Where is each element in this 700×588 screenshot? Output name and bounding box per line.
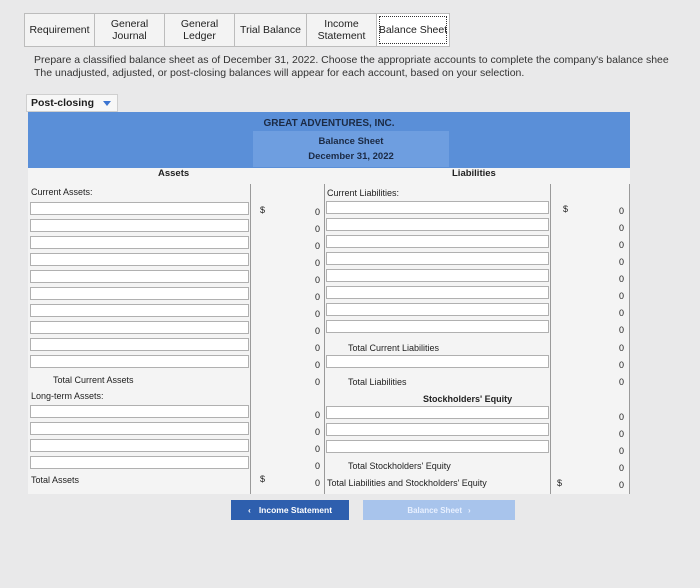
column-header-row (28, 168, 630, 185)
prev-button-label: Income Statement (258, 505, 333, 515)
asset-value: 0 (314, 309, 320, 319)
instructions-line-1: Prepare a classified balance sheet as of December 31, 2022. Choose the appropriate accounts to complete the company's balance shee (34, 54, 669, 66)
chevron-right-icon: › (468, 505, 471, 515)
total-liabilities-label: Total Liabilities (348, 377, 407, 387)
sheet-title: Balance Sheet (318, 136, 384, 147)
equity-account-select[interactable] (326, 423, 549, 436)
liability-account-select[interactable] (326, 303, 549, 316)
liability-value: 0 (618, 240, 624, 250)
long-term-asset-value: 0 (314, 444, 320, 454)
liability-account-select[interactable] (326, 235, 549, 248)
divider (550, 184, 551, 494)
equity-value: 0 (618, 446, 624, 456)
asset-account-select[interactable] (30, 321, 249, 334)
long-term-account-select[interactable] (30, 405, 249, 418)
next-button-label: Balance Sheet (407, 505, 463, 515)
dollar-sign: $ (260, 474, 266, 484)
divider (324, 184, 325, 494)
liability-account-select[interactable] (326, 355, 549, 368)
liability-value: 0 (618, 257, 624, 267)
company-name: GREAT ADVENTURES, INC. (263, 118, 395, 129)
liability-account-select[interactable] (326, 286, 549, 299)
total-liabilities-value: 0 (618, 377, 624, 387)
total-stockholders-equity-label: Total Stockholders' Equity (348, 461, 451, 471)
liability-value: 0 (618, 291, 624, 301)
liability-account-select[interactable] (326, 201, 549, 214)
asset-value: 0 (314, 326, 320, 336)
liability-value: 0 (618, 325, 624, 335)
current-liabilities-label: Current Liabilities: (327, 188, 400, 198)
asset-value: 0 (314, 207, 320, 217)
long-term-account-select[interactable] (30, 422, 249, 435)
liability-value: 0 (618, 308, 624, 318)
total-current-liabilities-value: 0 (618, 343, 624, 353)
total-liab-and-se-value: 0 (618, 480, 624, 490)
total-liabilities-and-se-label: Total Liabilities and Stockholders' Equity (327, 478, 487, 488)
long-term-asset-value: 0 (314, 410, 320, 420)
asset-value: 0 (314, 360, 320, 370)
tab-trial-balance[interactable]: Trial Balance (234, 13, 306, 47)
dollar-sign: $ (260, 205, 266, 215)
balance-type-select[interactable] (26, 94, 118, 112)
total-current-assets-label: Total Current Assets (53, 375, 134, 385)
asset-account-select[interactable] (30, 253, 249, 266)
total-assets-value: 0 (314, 478, 320, 488)
long-term-account-select[interactable] (30, 439, 249, 452)
asset-value: 0 (314, 258, 320, 268)
header-title-block (253, 131, 449, 167)
asset-account-select[interactable] (30, 338, 249, 351)
assets-header: Assets (158, 168, 190, 179)
tab-balance-sheet[interactable]: Balance Sheet (376, 13, 450, 47)
liability-account-select[interactable] (326, 252, 549, 265)
sheet-date: December 31, 2022 (308, 151, 394, 162)
asset-value: 0 (314, 241, 320, 251)
divider (629, 184, 630, 494)
asset-value: 0 (314, 292, 320, 302)
asset-account-select[interactable] (30, 236, 249, 249)
equity-value: 0 (618, 412, 624, 422)
total-assets-label: Total Assets (31, 475, 80, 485)
long-term-asset-value: 0 (314, 427, 320, 437)
asset-value: 0 (314, 275, 320, 285)
current-assets-label: Current Assets: (31, 187, 93, 197)
chevron-down-icon (103, 101, 111, 106)
total-current-assets-value: 0 (314, 377, 320, 387)
tab-general-ledger[interactable]: General Ledger (164, 13, 234, 47)
stockholders-equity-header: Stockholders' Equity (423, 394, 513, 404)
prev-button[interactable] (231, 500, 349, 520)
asset-value: 0 (314, 343, 320, 353)
liability-account-select[interactable] (326, 218, 549, 231)
asset-account-select[interactable] (30, 304, 249, 317)
asset-account-select[interactable] (30, 219, 249, 232)
long-term-assets-label: Long-term Assets: (31, 391, 104, 401)
asset-account-select[interactable] (30, 355, 249, 368)
balance-type-value: Post-closing (31, 97, 95, 109)
liability-value: 0 (618, 223, 624, 233)
liability-value: 0 (618, 274, 624, 284)
total-stockholders-equity-value: 0 (618, 463, 624, 473)
tab-general-journal[interactable]: General Journal (94, 13, 164, 47)
equity-account-select[interactable] (326, 440, 549, 453)
asset-account-select[interactable] (30, 287, 249, 300)
liability-account-select[interactable] (326, 320, 549, 333)
tab-requirement[interactable]: Requirement (24, 13, 94, 47)
liabilities-header: Liabilities (452, 168, 496, 179)
divider (250, 184, 251, 494)
instructions (34, 54, 700, 80)
liability-value: 0 (618, 206, 624, 216)
liability-account-select[interactable] (326, 269, 549, 282)
long-term-account-select[interactable] (30, 456, 249, 469)
instructions-line-2: The unadjusted, adjusted, or post-closing balances will appear for each account, based on your selection. (34, 67, 525, 79)
equity-account-select[interactable] (326, 406, 549, 419)
next-button[interactable] (363, 500, 515, 520)
chevron-left-icon: ‹ (247, 505, 251, 515)
asset-value: 0 (314, 224, 320, 234)
asset-account-select[interactable] (30, 202, 249, 215)
long-term-asset-value: 0 (314, 461, 320, 471)
equity-value: 0 (618, 429, 624, 439)
total-current-liabilities-label: Total Current Liabilities (348, 343, 440, 353)
liability-value: 0 (618, 360, 624, 370)
dollar-sign: $ (563, 204, 569, 214)
tab-bar (24, 12, 450, 48)
dollar-sign: $ (557, 478, 563, 488)
tab-income-statement[interactable]: Income Statement (306, 13, 376, 47)
asset-account-select[interactable] (30, 270, 249, 283)
